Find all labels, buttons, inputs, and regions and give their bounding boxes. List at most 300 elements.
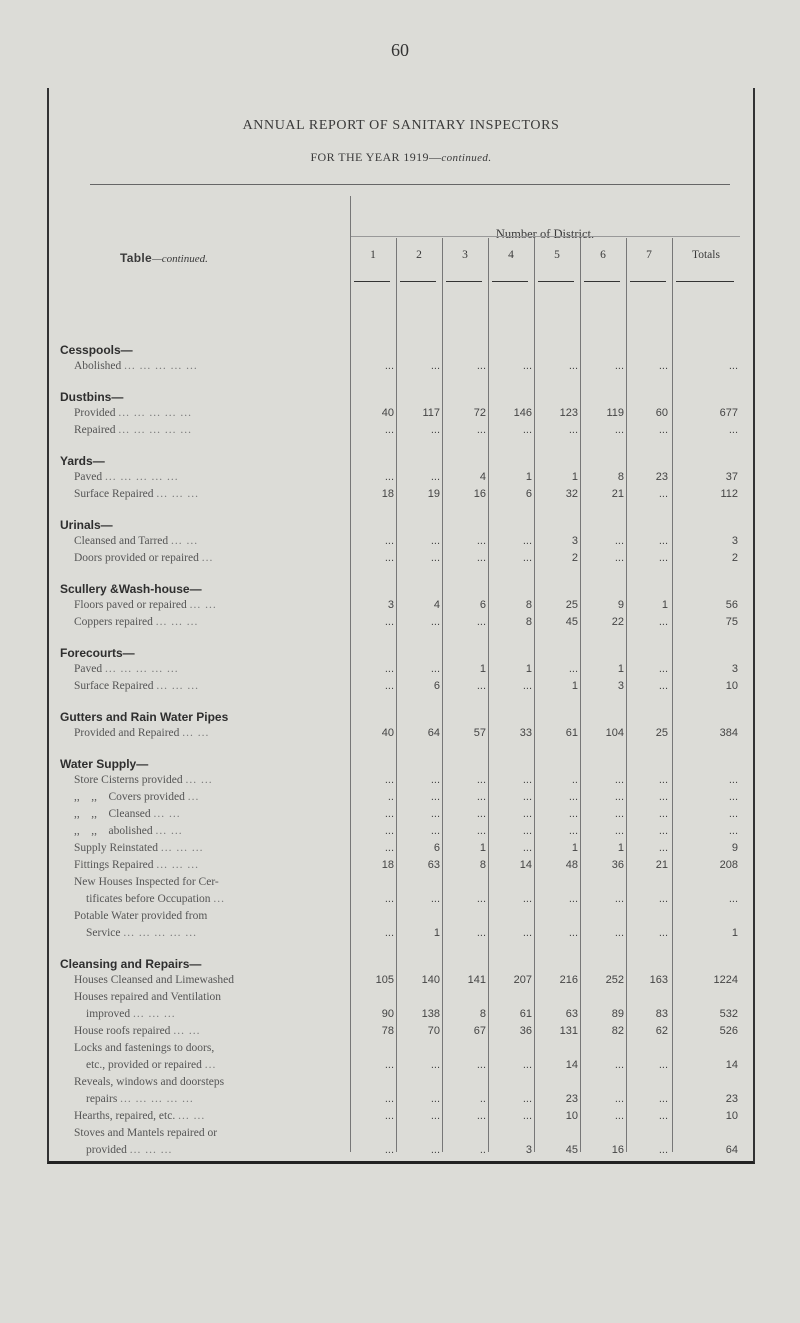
- district-cell: 119: [606, 407, 624, 419]
- district-cell: ...: [476, 825, 486, 837]
- row-total-cell: 2: [731, 552, 738, 564]
- row-label: [74, 1127, 348, 1139]
- row-label-leader-dots: ... ... ...: [156, 488, 200, 500]
- district-cell: ...: [658, 360, 668, 372]
- district-cell: ...: [430, 893, 440, 905]
- row-label-text: tificates before Occupation: [86, 893, 211, 905]
- district-cell: ...: [430, 424, 440, 436]
- district-cell: 123: [559, 407, 578, 419]
- row-label-text: ,, ,, Cleansed: [74, 808, 151, 820]
- row-label: [74, 424, 348, 436]
- district-cell: ...: [430, 360, 440, 372]
- row-label-text: New Houses Inspected for Cer-: [74, 876, 219, 888]
- district-cell: ...: [522, 535, 532, 547]
- district-cell: ...: [658, 927, 668, 939]
- section-title: Forecourts—: [60, 646, 135, 660]
- row-label-leader-dots: ... ... ...: [156, 680, 200, 692]
- district-cell: ...: [522, 1093, 532, 1105]
- report-title: ANNUAL REPORT OF SANITARY INSPECTORS: [242, 118, 560, 133]
- district-cell: 19: [427, 488, 440, 500]
- district-cell: 40: [381, 727, 394, 739]
- district-cell: 63: [427, 859, 440, 871]
- district-cell: ...: [614, 791, 624, 803]
- row-total-cell: ...: [728, 360, 738, 372]
- row-label: [74, 552, 348, 564]
- district-cell: ...: [522, 1110, 532, 1122]
- row-label-text: Houses Cleansed and Limewashed: [74, 974, 235, 986]
- row-label: [74, 1025, 348, 1037]
- district-cell: 4: [479, 471, 486, 483]
- column-header-3: 3: [462, 249, 468, 261]
- row-total-cell: 56: [725, 599, 738, 611]
- district-cell: 163: [649, 974, 668, 986]
- district-cell: 89: [611, 1008, 624, 1020]
- column-header-6: 6: [600, 249, 606, 261]
- district-cell: 1: [433, 927, 440, 939]
- district-cell: ...: [658, 1110, 668, 1122]
- row-label: [74, 1076, 348, 1088]
- district-cell: 6: [525, 488, 532, 500]
- district-cell: 83: [655, 1008, 668, 1020]
- district-cell: 16: [611, 1144, 624, 1156]
- row-label-text: Reveals, windows and doorsteps: [74, 1076, 225, 1088]
- district-cell: 57: [473, 727, 486, 739]
- row-label-leader-dots: ... ... ...: [155, 616, 199, 628]
- district-cell: 16: [473, 488, 486, 500]
- column-header-5: 5: [554, 249, 560, 261]
- row-label-text: Provided: [74, 407, 116, 419]
- district-cell: ...: [658, 893, 668, 905]
- district-cell: 64: [427, 727, 440, 739]
- column-header-1: 1: [370, 249, 376, 261]
- district-cell: 6: [479, 599, 486, 611]
- district-cell: ...: [384, 663, 394, 675]
- district-cell: ...: [614, 360, 624, 372]
- district-cell: ...: [384, 927, 394, 939]
- district-cell: 40: [381, 407, 394, 419]
- district-cell: 36: [611, 859, 624, 871]
- district-cell: 146: [513, 407, 532, 419]
- district-cell: 36: [519, 1025, 532, 1037]
- row-label-text: provided: [86, 1144, 127, 1156]
- district-cell: ...: [614, 808, 624, 820]
- row-label: [86, 1059, 360, 1071]
- district-cell: 82: [611, 1025, 624, 1037]
- row-label-text: improved: [86, 1008, 131, 1020]
- district-cell: ...: [384, 825, 394, 837]
- district-cell: ...: [658, 808, 668, 820]
- district-cell: 18: [381, 488, 394, 500]
- district-cell: ...: [476, 791, 486, 803]
- district-cell: ...: [384, 680, 394, 692]
- row-label-leader-dots: ... ... ...: [160, 842, 204, 854]
- district-cell: ...: [384, 774, 394, 786]
- district-cell: ...: [658, 663, 668, 675]
- district-cell: 33: [519, 727, 532, 739]
- column-header-underline: [584, 281, 620, 282]
- district-cell: ...: [658, 488, 668, 500]
- column-header-4: 4: [508, 249, 514, 261]
- district-cell: ...: [384, 471, 394, 483]
- district-cell: ...: [430, 1110, 440, 1122]
- row-label-leader-dots: ... ...: [155, 825, 183, 837]
- district-cell: ...: [430, 616, 440, 628]
- district-cell: 117: [422, 407, 440, 419]
- section-title: Cleansing and Repairs—: [60, 957, 202, 971]
- row-label: [74, 876, 348, 888]
- district-cell: ...: [614, 552, 624, 564]
- district-cell: ...: [614, 424, 624, 436]
- district-cell: ...: [568, 808, 578, 820]
- district-cell: 3: [525, 1144, 532, 1156]
- district-cell: 21: [611, 488, 624, 500]
- district-cell: ...: [614, 825, 624, 837]
- district-cell: 67: [473, 1025, 486, 1037]
- column-header-7: 7: [646, 249, 652, 261]
- column-header-underline: [446, 281, 482, 282]
- district-cell: ...: [568, 663, 578, 675]
- row-label: [74, 535, 348, 547]
- district-cell: 1: [661, 599, 668, 611]
- section-title: Yards—: [60, 454, 105, 468]
- district-cell: 25: [655, 727, 668, 739]
- district-cell: 1: [571, 471, 578, 483]
- row-label-text: Abolished: [74, 360, 122, 372]
- row-label: [74, 599, 348, 611]
- district-cell: ...: [658, 1093, 668, 1105]
- row-label-text: Paved: [74, 663, 103, 675]
- row-total-cell: ...: [728, 893, 738, 905]
- row-label: [74, 991, 348, 1003]
- row-label-text: etc., provided or repaired: [86, 1059, 202, 1071]
- district-cell: ...: [430, 825, 440, 837]
- row-label-text: Paved: [74, 471, 103, 483]
- row-total-cell: 14: [725, 1059, 738, 1071]
- group-header-rule: [350, 236, 740, 237]
- row-total-cell: 3: [731, 663, 738, 675]
- row-label-leader-dots: ... ... ...: [156, 859, 200, 871]
- page-number: 60: [391, 40, 409, 60]
- district-cell: ...: [658, 842, 668, 854]
- subtitle-continued: continued.: [441, 152, 492, 164]
- district-cell: ...: [384, 616, 394, 628]
- row-label-leader-dots: ... ... ... ... ...: [120, 1093, 194, 1105]
- district-cell: 1: [525, 471, 532, 483]
- row-label-text: Cleansed and Tarred: [74, 535, 169, 547]
- row-label: [74, 488, 348, 500]
- row-total-cell: ...: [728, 791, 738, 803]
- district-cell: 1: [479, 842, 486, 854]
- row-total-cell: 1224: [713, 974, 738, 986]
- column-header-underline: [354, 281, 390, 282]
- district-cell: 9: [617, 599, 624, 611]
- district-cell: 10: [565, 1110, 578, 1122]
- row-label-leader-dots: ... ...: [189, 599, 217, 611]
- row-label-text: Store Cisterns provided: [74, 774, 183, 786]
- district-cell: ...: [568, 360, 578, 372]
- district-cell: ...: [568, 791, 578, 803]
- district-cell: ...: [614, 535, 624, 547]
- district-cell: 18: [381, 859, 394, 871]
- row-label-text: House roofs repaired: [74, 1025, 171, 1037]
- district-cell: ...: [430, 1059, 440, 1071]
- row-label-text: Hearths, repaired, etc.: [74, 1110, 176, 1122]
- district-cell: 1: [571, 842, 578, 854]
- district-cell: ..: [571, 774, 578, 786]
- district-cell: 72: [473, 407, 486, 419]
- column-divider: [672, 238, 673, 1152]
- district-cell: ...: [430, 535, 440, 547]
- row-label-text: repairs: [86, 1093, 118, 1105]
- district-cell: ...: [430, 663, 440, 675]
- row-label-leader-dots: ... ...: [182, 727, 210, 739]
- row-label: [74, 360, 348, 372]
- district-cell: 3: [571, 535, 578, 547]
- district-cell: 90: [381, 1008, 394, 1020]
- district-cell: ...: [476, 680, 486, 692]
- district-cell: 140: [421, 974, 440, 986]
- district-cell: ...: [384, 424, 394, 436]
- district-cell: ...: [476, 360, 486, 372]
- district-cell: ...: [384, 808, 394, 820]
- district-cell: ...: [568, 424, 578, 436]
- district-cell: ...: [658, 535, 668, 547]
- district-cell: ...: [658, 1144, 668, 1156]
- section-title: Gutters and Rain Water Pipes: [60, 710, 229, 724]
- district-cell: 45: [565, 1144, 578, 1156]
- district-cell: 4: [433, 599, 440, 611]
- row-total-cell: 37: [725, 471, 738, 483]
- district-cell: 131: [559, 1025, 578, 1037]
- row-label-text: Surface Repaired: [74, 680, 154, 692]
- column-header-underline: [538, 281, 574, 282]
- row-label-leader-dots: ... ... ... ... ...: [118, 424, 193, 436]
- district-cell: ...: [658, 1059, 668, 1071]
- district-cell: 1: [525, 663, 532, 675]
- row-label: [86, 927, 360, 939]
- district-cell: ...: [522, 825, 532, 837]
- district-cell: ...: [568, 927, 578, 939]
- row-label-leader-dots: ... ... ... ... ...: [104, 663, 179, 675]
- district-cell: ...: [522, 680, 532, 692]
- district-cell: ...: [384, 842, 394, 854]
- district-cell: 1: [617, 842, 624, 854]
- column-header-underline: [676, 281, 734, 282]
- row-label: [74, 1042, 348, 1054]
- district-cell: ...: [614, 1093, 624, 1105]
- district-cell: ...: [430, 552, 440, 564]
- district-cell: ...: [522, 552, 532, 564]
- district-cell: 14: [519, 859, 532, 871]
- district-cell: ...: [476, 927, 486, 939]
- row-total-cell: 64: [725, 1144, 738, 1156]
- district-cell: 216: [559, 974, 578, 986]
- row-label-leader-dots: ... ...: [185, 774, 213, 786]
- district-cell: ...: [476, 774, 486, 786]
- row-label-leader-dots: ... ...: [173, 1025, 201, 1037]
- row-label: [86, 1008, 360, 1020]
- row-label-text: Fittings Repaired: [74, 859, 154, 871]
- district-cell: ...: [658, 825, 668, 837]
- district-cell: ...: [384, 1059, 394, 1071]
- district-cell: 8: [525, 616, 532, 628]
- subtitle-main: FOR THE YEAR 1919—: [310, 150, 442, 164]
- district-cell: ...: [476, 552, 486, 564]
- district-cell: 61: [565, 727, 578, 739]
- row-label-text: Repaired: [74, 424, 116, 436]
- row-label-text: ,, ,, Covers provided: [74, 791, 185, 803]
- district-cell: ...: [430, 1093, 440, 1105]
- district-cell: ...: [522, 360, 532, 372]
- column-header-underline: [630, 281, 666, 282]
- district-cell: ...: [384, 1144, 394, 1156]
- district-cell: 252: [605, 974, 624, 986]
- district-cell: ...: [522, 791, 532, 803]
- district-cell: 78: [381, 1025, 394, 1037]
- row-label-text: Houses repaired and Ventilation: [74, 991, 222, 1003]
- column-header-2: 2: [416, 249, 422, 261]
- row-label-text: Service: [86, 927, 121, 939]
- district-cell: ...: [430, 1144, 440, 1156]
- row-label: [74, 842, 348, 854]
- row-label: [74, 791, 348, 803]
- district-cell: 1: [571, 680, 578, 692]
- district-cell: ...: [384, 1093, 394, 1105]
- row-label: [74, 663, 348, 675]
- district-cell: ...: [614, 927, 624, 939]
- section-title: Dustbins—: [60, 390, 124, 404]
- group-header: Number of District.: [495, 227, 595, 241]
- row-label-leader-dots: ...: [201, 552, 214, 564]
- district-cell: ...: [658, 680, 668, 692]
- district-cell: 207: [513, 974, 532, 986]
- row-label: [74, 727, 348, 739]
- district-cell: 14: [565, 1059, 578, 1071]
- district-cell: ...: [658, 774, 668, 786]
- district-cell: ...: [658, 552, 668, 564]
- row-total-cell: 677: [719, 407, 738, 419]
- district-cell: ...: [476, 1059, 486, 1071]
- district-cell: ..: [479, 1093, 486, 1105]
- district-cell: ...: [658, 791, 668, 803]
- row-label: [74, 1110, 348, 1122]
- district-cell: ...: [522, 808, 532, 820]
- row-label-leader-dots: ... ...: [171, 535, 199, 547]
- district-cell: ...: [476, 616, 486, 628]
- district-cell: 23: [565, 1093, 578, 1105]
- row-total-cell: ...: [728, 825, 738, 837]
- row-label: [74, 859, 348, 871]
- district-cell: 23: [655, 471, 668, 483]
- title-rule: [90, 184, 730, 185]
- district-cell: ...: [658, 424, 668, 436]
- district-cell: 8: [617, 471, 624, 483]
- district-cell: 32: [565, 488, 578, 500]
- report-subtitle: [47, 150, 755, 165]
- row-total-cell: ...: [728, 774, 738, 786]
- district-cell: ...: [476, 424, 486, 436]
- district-cell: ...: [384, 360, 394, 372]
- row-total-cell: 10: [725, 680, 738, 692]
- district-cell: ...: [522, 893, 532, 905]
- row-label-text: Coppers repaired: [74, 616, 153, 628]
- district-cell: 21: [655, 859, 668, 871]
- row-label-text: Stoves and Mantels repaired or: [74, 1127, 218, 1139]
- row-label: [74, 680, 348, 692]
- district-cell: 63: [565, 1008, 578, 1020]
- row-label-leader-dots: ... ... ... ... ...: [104, 471, 179, 483]
- row-label-leader-dots: ...: [187, 791, 200, 803]
- row-total-cell: 3: [731, 535, 738, 547]
- district-cell: ...: [384, 893, 394, 905]
- district-cell: 45: [565, 616, 578, 628]
- district-cell: 3: [387, 599, 394, 611]
- district-cell: ...: [568, 893, 578, 905]
- district-cell: ...: [384, 1110, 394, 1122]
- district-cell: 141: [467, 974, 486, 986]
- district-cell: ...: [430, 471, 440, 483]
- row-label-leader-dots: ...: [213, 893, 226, 905]
- district-cell: ...: [476, 535, 486, 547]
- district-cell: 61: [519, 1008, 532, 1020]
- district-cell: ...: [522, 774, 532, 786]
- row-label: [74, 808, 348, 820]
- column-header-underline: [400, 281, 436, 282]
- district-cell: 22: [611, 616, 624, 628]
- section-title: Water Supply—: [60, 757, 149, 771]
- row-label-text: Floors paved or repaired: [74, 599, 187, 611]
- district-cell: ...: [430, 791, 440, 803]
- district-cell: ...: [476, 893, 486, 905]
- row-label: [74, 471, 348, 483]
- row-label: [86, 1144, 360, 1156]
- row-total-cell: 532: [719, 1008, 738, 1020]
- row-label-leader-dots: ...: [204, 1059, 217, 1071]
- district-cell: ...: [430, 774, 440, 786]
- row-label-leader-dots: ... ... ... ... ...: [124, 360, 198, 372]
- district-cell: 104: [605, 727, 624, 739]
- district-cell: 138: [421, 1008, 440, 1020]
- row-label-text: Surface Repaired: [74, 488, 154, 500]
- row-label-leader-dots: ... ... ... ... ...: [123, 927, 197, 939]
- district-cell: 25: [565, 599, 578, 611]
- district-cell: 8: [525, 599, 532, 611]
- row-label: [74, 974, 348, 986]
- row-total-cell: 10: [725, 1110, 738, 1122]
- district-cell: 2: [571, 552, 578, 564]
- table-label: [120, 251, 208, 266]
- district-cell: 1: [479, 663, 486, 675]
- district-cell: 1: [617, 663, 624, 675]
- row-total-cell: 1: [731, 927, 738, 939]
- district-cell: ..: [387, 791, 394, 803]
- district-cell: ...: [384, 535, 394, 547]
- district-cell: 6: [433, 842, 440, 854]
- district-cell: 6: [433, 680, 440, 692]
- table-label-italic: —continued.: [151, 253, 208, 265]
- district-cell: ...: [430, 808, 440, 820]
- district-cell: ...: [568, 825, 578, 837]
- district-cell: ...: [476, 808, 486, 820]
- district-cell: ..: [479, 1144, 486, 1156]
- row-total-cell: 9: [731, 842, 738, 854]
- district-cell: 8: [479, 859, 486, 871]
- row-label-leader-dots: ... ... ...: [129, 1144, 173, 1156]
- row-label: [74, 825, 348, 837]
- column-header-underline: [492, 281, 528, 282]
- district-cell: 105: [375, 974, 394, 986]
- district-cell: 60: [655, 407, 668, 419]
